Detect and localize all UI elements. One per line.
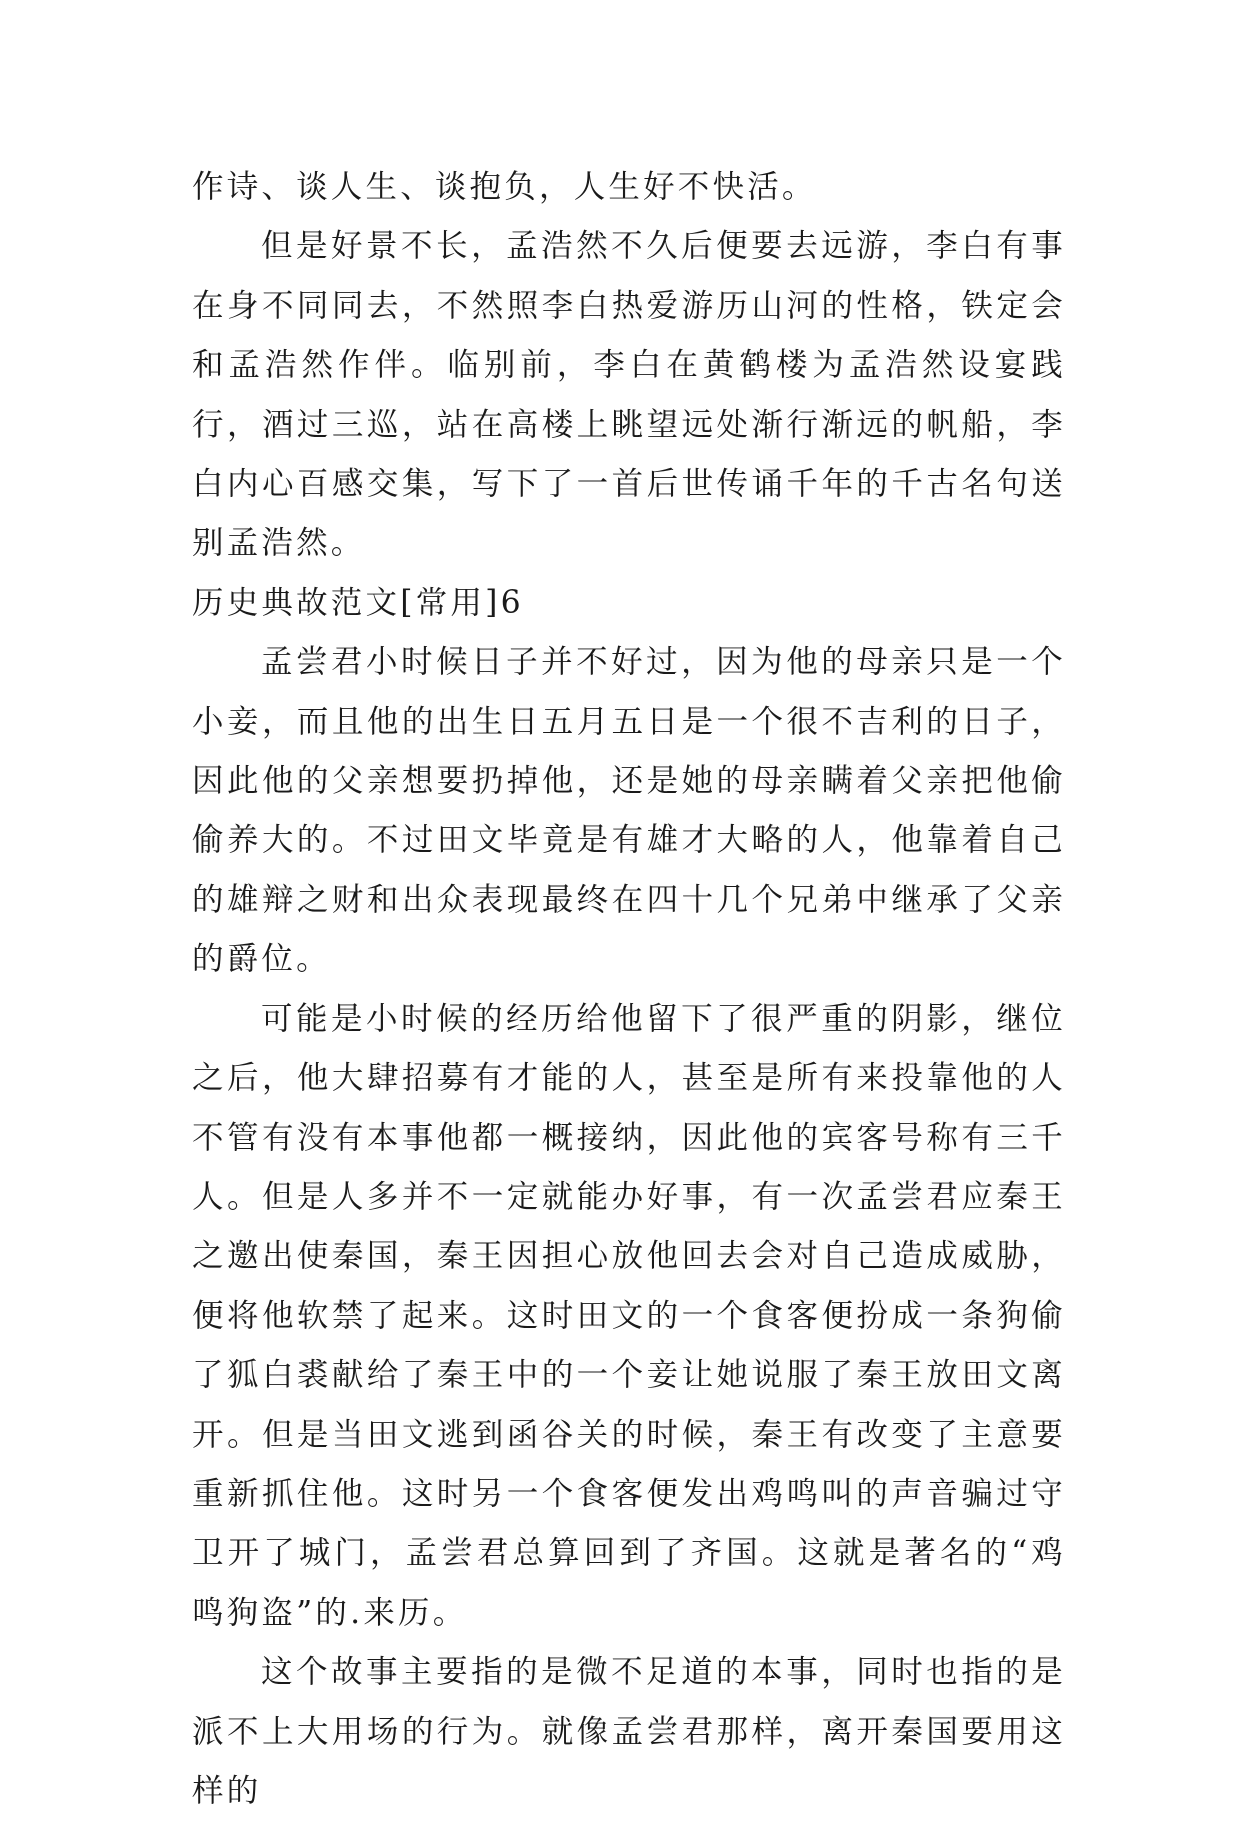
paragraph-childhood: 孟尝君小时候日子并不好过，因为他的母亲只是一个小妾，而且他的出生日五月五日是一个很不吉利的日子，因此他的父亲想要扔掉他，还是她的母亲瞒着父亲把他偷偷养大的。不过田文毕竟是有雄才大略的人，他靠着自己的雄辩之财和出众表现最终在四十几个兄弟中继承了父亲的爵位。 [192, 644, 1066, 978]
paragraph-farewell: 但是好景不长，孟浩然不久后便要去远游，李白有事在身不同同去，不然照李白热爱游历山河的性格，铁定会和孟浩然作伴。临别前，李白在黄鹤楼为孟浩然设宴践行，酒过三巡，站在高楼上眺望远处渐行渐远的帆船，李白内心百感交集，写下了一首后世传诵千年的千古名句送别孟浩然。 [192, 228, 1066, 562]
paragraph-story: 可能是小时候的经历给他留下了很严重的阴影，继位之后，他大肆招募有才能的人，甚至是所有来投靠他的人不管有没有本事他都一概接纳，因此他的宾客号称有三千人。但是人多并不一定就能办好事，有一次孟尝君应秦王之邀出使秦国，秦王因担心放他回去会对自己造成威胁，便将他软禁了起来。这时田文的一个食客便扮成一条狗偷了狐白裘献给了秦王中的一个妾让她说服了秦王放田文离开。但是当田文逃到函谷关的时候，秦王有改变了主意要重新抓住他。这时另一个食客便发出鸡鸣叫的声音骗过守卫开了城门，孟尝君总算回到了齐国。这就是著名的“鸡鸣狗盗”的.来历。 [192, 1000, 1066, 1631]
document-body [192, 158, 1066, 1821]
paragraph-continued: 作诗、谈人生、谈抱负，人生好不快活。 [192, 169, 817, 205]
paragraph-meaning: 这个故事主要指的是微不足道的本事，同时也指的是派不上大用场的行为。就像孟尝君那样，离开秦国要用这样的 [192, 1654, 1066, 1809]
section-heading: 历史典故范文[常用]6 [192, 584, 524, 621]
